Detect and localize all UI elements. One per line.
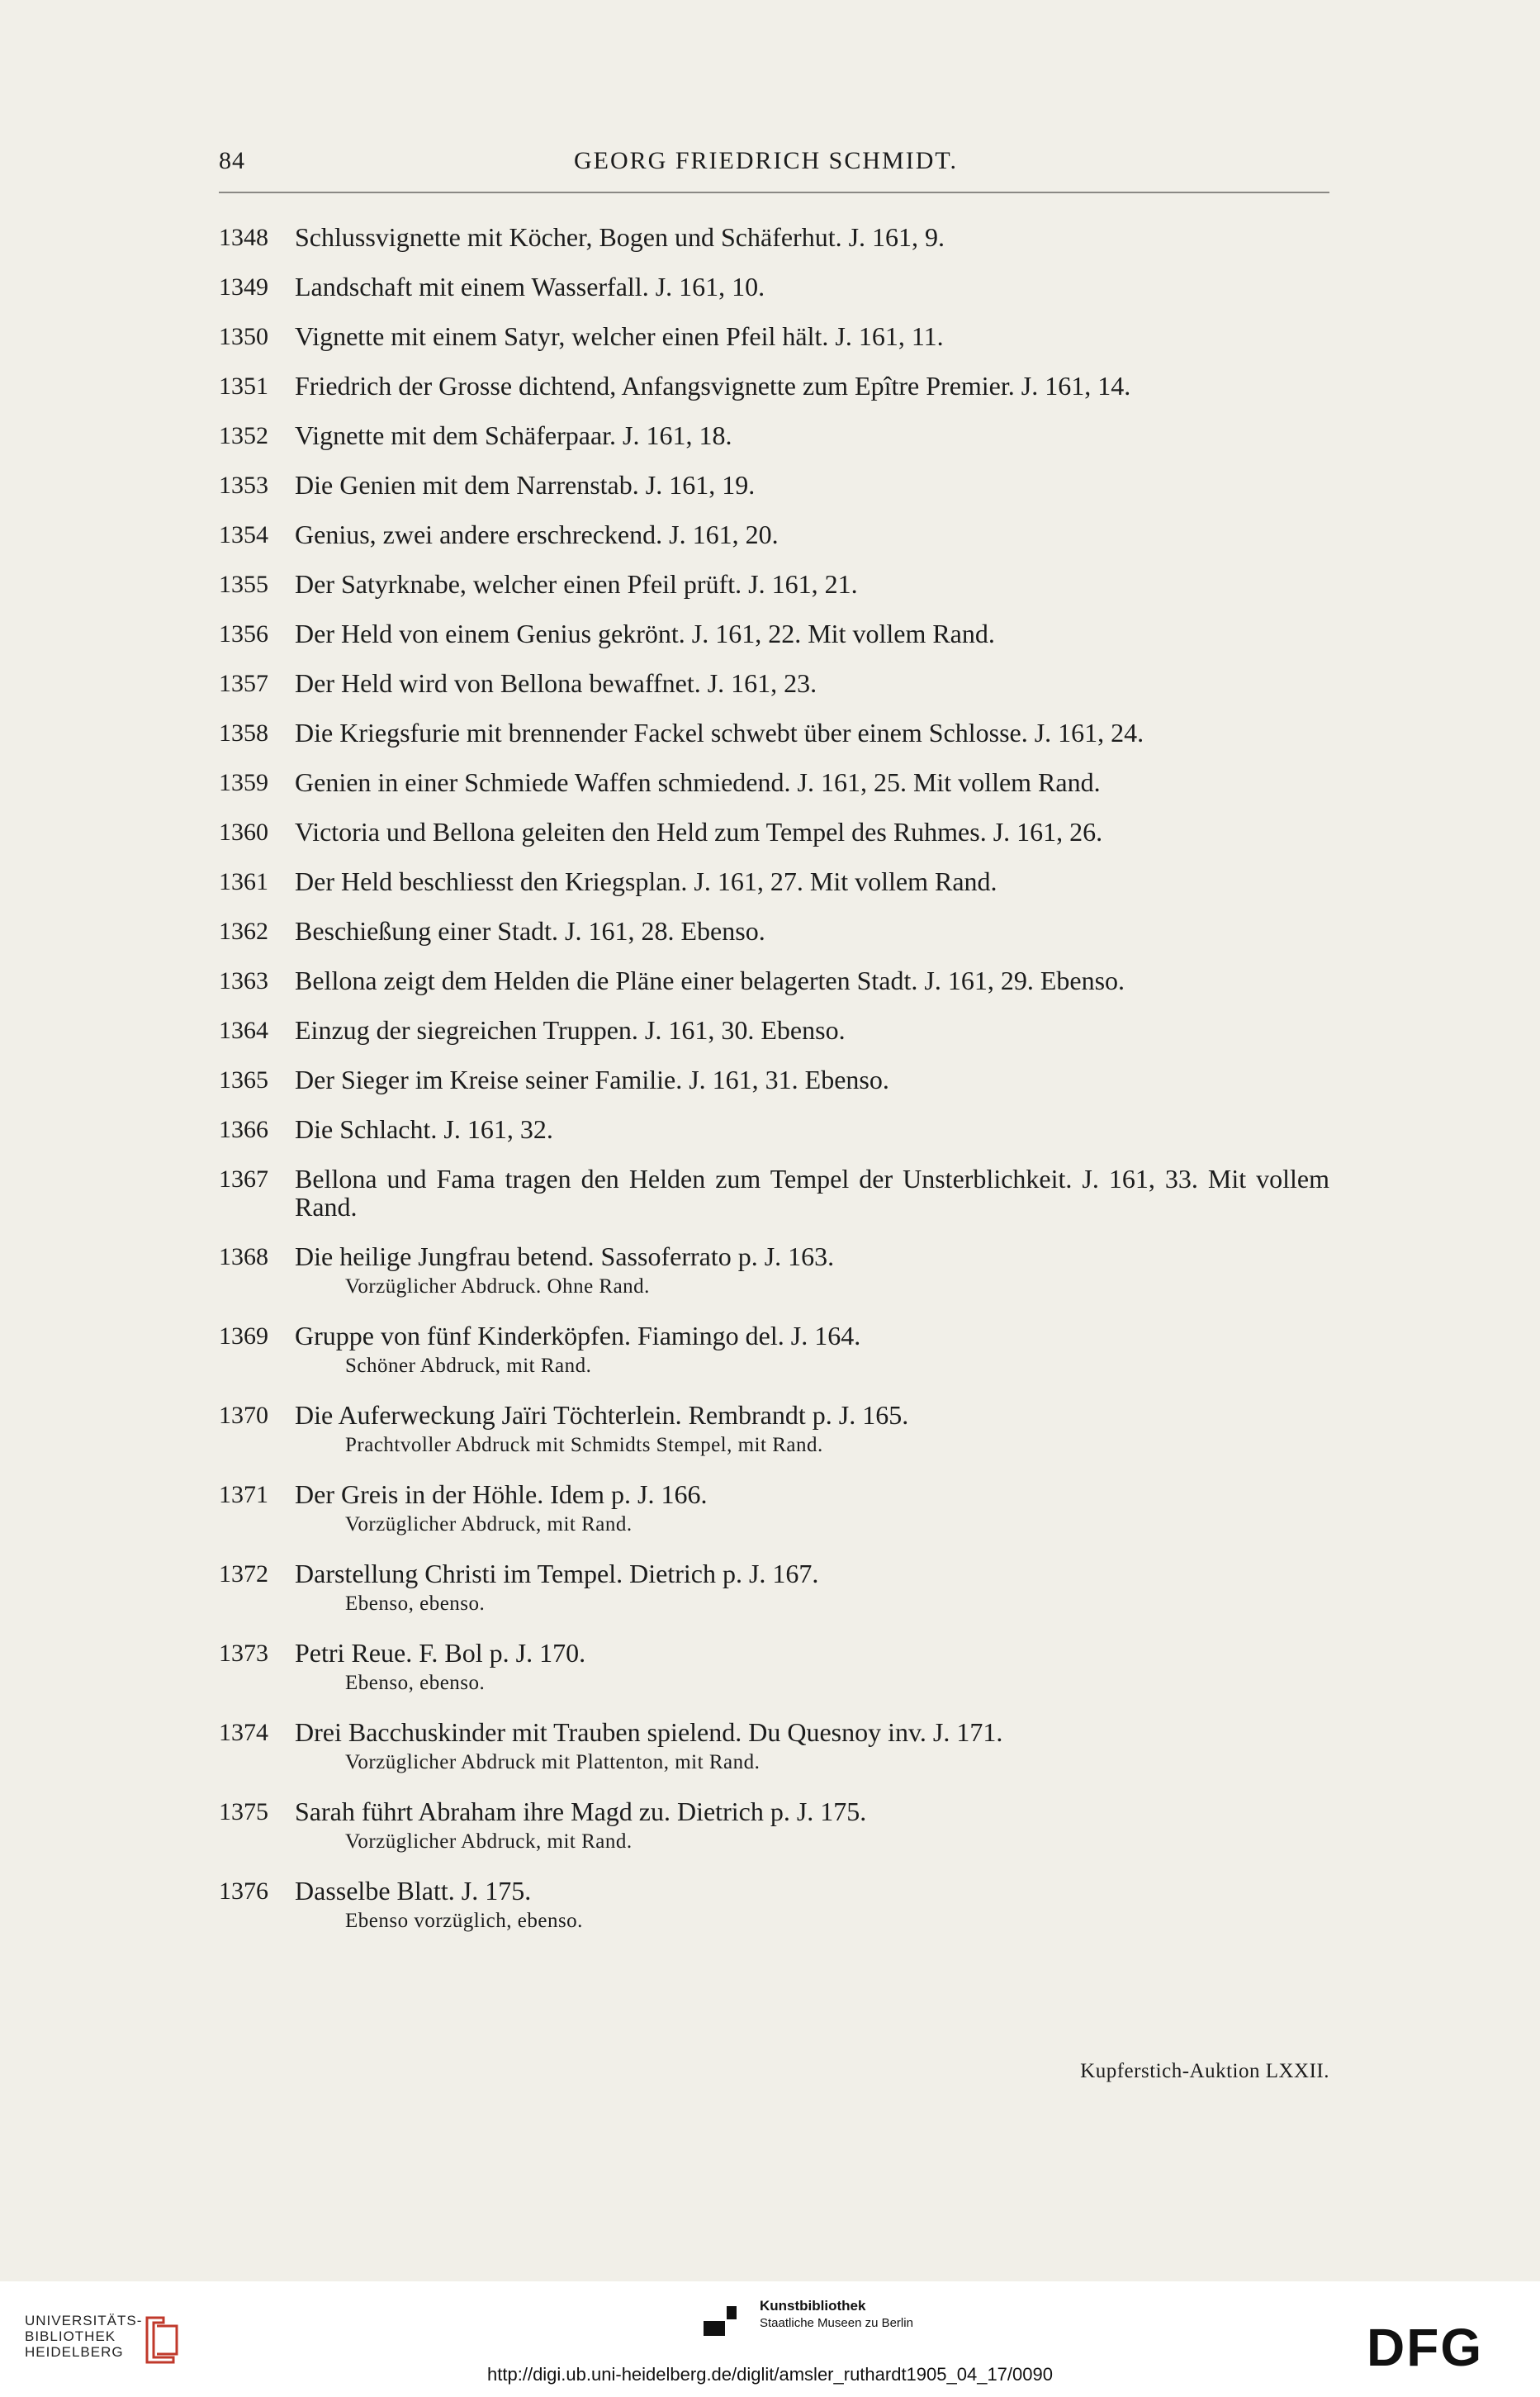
catalog-entry: [219, 273, 1329, 301]
catalog-entry: [219, 966, 1329, 994]
catalog-entry: [219, 818, 1329, 846]
catalog-entry: [219, 223, 1329, 251]
entry-number: 1361: [219, 868, 268, 895]
catalog-entry: [219, 1066, 1329, 1094]
entry-number: 1375: [219, 1798, 268, 1825]
catalog-entry: [219, 619, 1329, 648]
entry-number: 1353: [219, 472, 268, 499]
catalog-entry: [219, 1559, 1329, 1617]
entry-title: Sarah führt Abraham ihre Magd zu. Dietrich p. J. 175.: [295, 1797, 867, 1826]
entry-note: Ebenso, ebenso.: [345, 1672, 486, 1694]
entry-number: 1351: [219, 373, 268, 400]
catalog-entry: [219, 669, 1329, 697]
entry-title: Der Greis in der Höhle. Idem p. J. 166.: [295, 1479, 708, 1509]
entry-number: 1370: [219, 1402, 268, 1429]
kunstbibliothek-logo[interactable]: [702, 2298, 966, 2347]
ub-logo-text: [25, 2313, 142, 2360]
catalog-entry: [219, 372, 1329, 400]
source-url[interactable]: http://digi.ub.uni-heidelberg.de/diglit/amsler_ruthardt1905_04_17/0090: [487, 2364, 1053, 2385]
entry-title: Bellona und Fama tragen den Helden zum Tempel der Unsterblichkeit. J. 161, 33. Mit vollem Rand.: [295, 1164, 1329, 1222]
kunstbibliothek-subtitle: Staatliche Museen zu Berlin: [760, 2316, 913, 2330]
catalog-entry: [219, 1401, 1329, 1459]
entry-number: 1348: [219, 224, 268, 251]
entry-number: 1374: [219, 1719, 268, 1746]
entry-title: Die Kriegsfurie mit brennender Fackel schwebt über einem Schlosse. J. 161, 24.: [295, 718, 1144, 748]
catalog-footer: Kupferstich-Auktion LXXII.: [1080, 2060, 1329, 2082]
entry-title: Die Auferweckung Jaïri Töchterlein. Rembrandt p. J. 165.: [295, 1400, 909, 1430]
catalog-entry: [219, 1016, 1329, 1044]
entry-note: Vorzüglicher Abdruck. Ohne Rand.: [345, 1275, 650, 1298]
ub-emblem-icon: [140, 2314, 182, 2366]
entry-title: Friedrich der Grosse dichtend, Anfangsvignette zum Epître Premier. J. 161, 14.: [295, 371, 1131, 401]
entry-number: 1367: [219, 1165, 268, 1193]
entry-number: 1364: [219, 1017, 268, 1044]
entry-note: Prachtvoller Abdruck mit Schmidts Stempel, mit Rand.: [345, 1434, 823, 1456]
catalog-entry: [219, 1165, 1329, 1221]
page-title: GEORG FRIEDRICH SCHMIDT.: [574, 147, 958, 174]
ub-line-3: HEIDELBERG: [25, 2344, 124, 2360]
catalog-entry: [219, 421, 1329, 449]
catalog-entry: [219, 1718, 1329, 1776]
entry-title: Landschaft mit einem Wasserfall. J. 161, 10.: [295, 272, 765, 301]
entry-note: Vorzüglicher Abdruck mit Plattenton, mit Rand.: [345, 1751, 761, 1773]
catalog-entry: [219, 520, 1329, 548]
catalog-entry: [219, 719, 1329, 747]
entry-title: Victoria und Bellona geleiten den Held zum Tempel des Ruhmes. J. 161, 26.: [295, 817, 1103, 847]
catalog-entry: [219, 1877, 1329, 1934]
entry-title: Der Held wird von Bellona bewaffnet. J. 161, 23.: [295, 668, 817, 698]
entry-number: 1371: [219, 1481, 268, 1508]
entry-title: Darstellung Christi im Tempel. Dietrich p. J. 167.: [295, 1559, 819, 1588]
entry-title: Vignette mit einem Satyr, welcher einen Pfeil hält. J. 161, 11.: [295, 321, 944, 351]
kunstbibliothek-emblem-icon: [702, 2304, 738, 2338]
entry-number: 1373: [219, 1640, 268, 1667]
entry-number: 1366: [219, 1116, 268, 1143]
catalog-entry: [219, 570, 1329, 598]
entry-number: 1357: [219, 670, 268, 697]
entry-title: Der Satyrknabe, welcher einen Pfeil prüft. J. 161, 21.: [295, 569, 858, 599]
entry-note: Vorzüglicher Abdruck, mit Rand.: [345, 1830, 633, 1853]
entry-title: Der Held von einem Genius gekrönt. J. 161, 22. Mit vollem Rand.: [295, 619, 995, 648]
entry-title: Drei Bacchuskinder mit Trauben spielend. Du Quesnoy inv. J. 171.: [295, 1717, 1003, 1747]
catalog-entry: [219, 1480, 1329, 1538]
page-number: 84: [219, 147, 245, 174]
catalog-entry: [219, 917, 1329, 945]
catalog-entries: [219, 223, 1329, 1956]
catalog-entry: [219, 1797, 1329, 1855]
entry-number: 1376: [219, 1877, 268, 1905]
entry-number: 1362: [219, 918, 268, 945]
entry-number: 1360: [219, 819, 268, 846]
entry-note: Ebenso vorzüglich, ebenso.: [345, 1910, 583, 1932]
entry-title: Die heilige Jungfrau betend. Sassoferrato p. J. 163.: [295, 1241, 835, 1271]
catalog-entry: [219, 1639, 1329, 1697]
entry-number: 1354: [219, 521, 268, 548]
entry-title: Dasselbe Blatt. J. 175.: [295, 1876, 532, 1906]
catalog-entry: [219, 768, 1329, 796]
catalog-entry: [219, 322, 1329, 350]
entry-number: 1368: [219, 1243, 268, 1270]
entry-number: 1356: [219, 620, 268, 648]
entry-number: 1365: [219, 1066, 268, 1094]
entry-title: Der Sieger im Kreise seiner Familie. J. 161, 31. Ebenso.: [295, 1065, 889, 1094]
header-rule: [219, 192, 1329, 193]
entry-title: Bellona zeigt dem Helden die Pläne einer belagerten Stadt. J. 161, 29. Ebenso.: [295, 966, 1125, 995]
running-head: [219, 147, 1329, 188]
entry-number: 1359: [219, 769, 268, 796]
entry-title: Petri Reue. F. Bol p. J. 170.: [295, 1638, 586, 1668]
catalog-entry: [219, 1322, 1329, 1379]
catalog-entry: [219, 867, 1329, 895]
entry-number: 1358: [219, 719, 268, 747]
entry-number: 1350: [219, 323, 268, 350]
entry-title: Einzug der siegreichen Truppen. J. 161, 30. Ebenso.: [295, 1015, 846, 1045]
entry-title: Schlussvignette mit Köcher, Bogen und Schäferhut. J. 161, 9.: [295, 222, 945, 252]
entry-note: Schöner Abdruck, mit Rand.: [345, 1355, 592, 1377]
entry-title: Genien in einer Schmiede Waffen schmiedend. J. 161, 25. Mit vollem Rand.: [295, 767, 1101, 797]
catalog-entry: [219, 1242, 1329, 1300]
entry-title: Die Genien mit dem Narrenstab. J. 161, 19.: [295, 470, 756, 500]
entry-title: Vignette mit dem Schäferpaar. J. 161, 18.: [295, 420, 732, 450]
kunstbibliothek-title: Kunstbibliothek: [760, 2298, 866, 2314]
catalog-entry: [219, 1115, 1329, 1143]
entry-number: 1355: [219, 571, 268, 598]
ub-line-2: BIBLIOTHEK: [25, 2328, 116, 2344]
entry-note: Vorzüglicher Abdruck, mit Rand.: [345, 1513, 633, 1536]
entry-title: Gruppe von fünf Kinderköpfen. Fiamingo del. J. 164.: [295, 1321, 861, 1350]
entry-title: Der Held beschliesst den Kriegsplan. J. 161, 27. Mit vollem Rand.: [295, 866, 997, 896]
ub-line-1: UNIVERSITÄTS-: [25, 2313, 143, 2328]
entry-title: Genius, zwei andere erschreckend. J. 161, 20.: [295, 520, 779, 549]
entry-note: Ebenso, ebenso.: [345, 1592, 486, 1615]
entry-number: 1372: [219, 1560, 268, 1588]
catalog-entry: [219, 471, 1329, 499]
entry-title: Beschießung einer Stadt. J. 161, 28. Ebenso.: [295, 916, 765, 946]
entry-number: 1352: [219, 422, 268, 449]
dfg-logo[interactable]: DFG: [1367, 2318, 1484, 2377]
entry-number: 1369: [219, 1322, 268, 1350]
entry-title: Die Schlacht. J. 161, 32.: [295, 1114, 553, 1144]
entry-number: 1349: [219, 273, 268, 301]
entry-number: 1363: [219, 967, 268, 994]
